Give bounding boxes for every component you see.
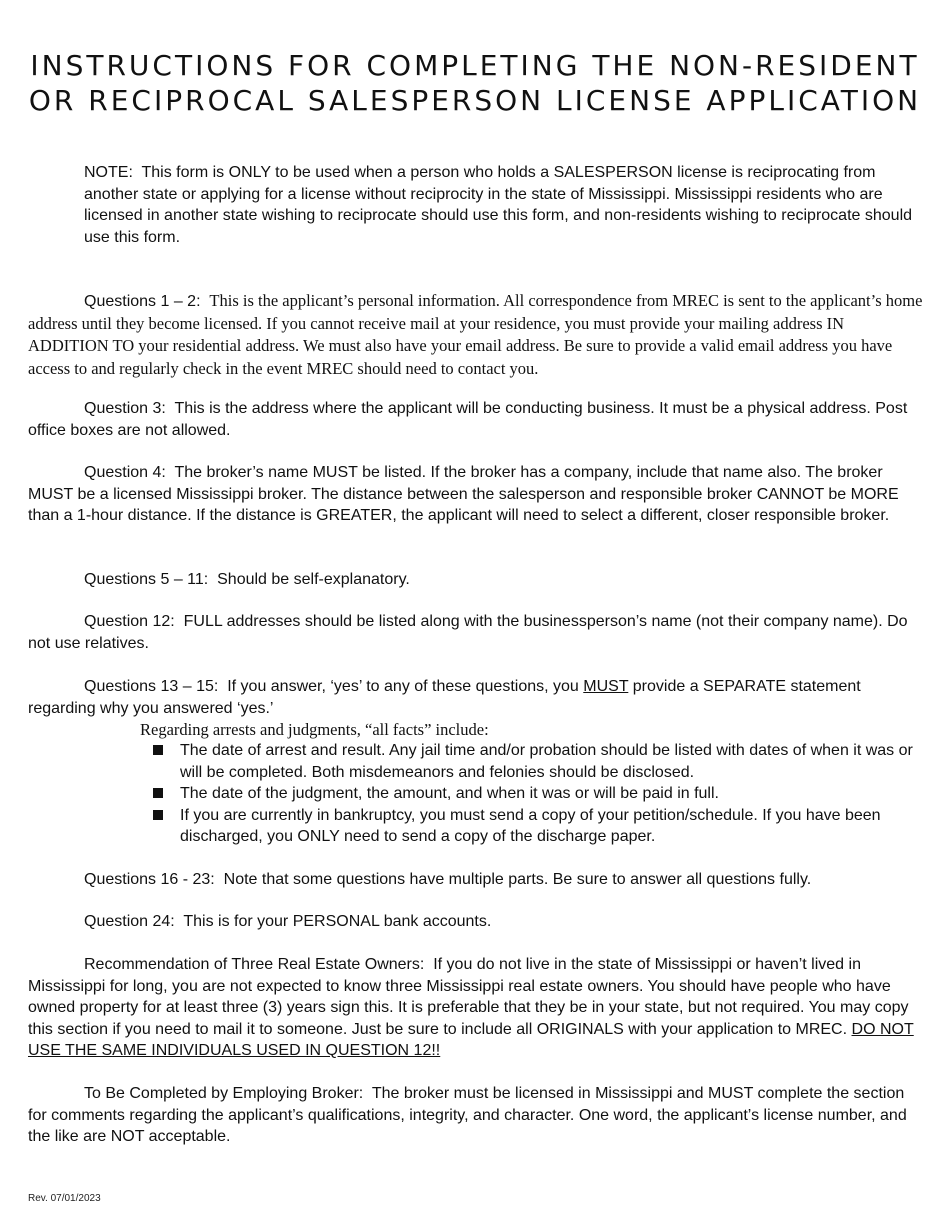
bullet-square-icon [153,788,163,798]
arrests-intro: Regarding arrests and judgments, “all facts” include: [140,720,489,739]
list-item: The date of the judgment, the amount, and when it was or will be paid in full. [150,783,920,805]
section-lead: Question 24: [84,913,175,930]
section-lead: Question 3: [84,400,166,417]
section-lead: To Be Completed by Employing Broker: [84,1085,364,1102]
note-label: NOTE: [84,164,133,181]
section-question-12 [28,611,924,654]
bullet-square-icon [153,745,163,755]
section-text: If you do not live in the state of Mississippi or haven’t lived in Mississippi for long, you are not expected to know three Mississippi real estate owners. You should have people who have owned property for at least three (3) years sign this. It is preferable that they be in your state, but not required. You may copy this section if you need to mail it to someone. Just be sure to include all ORIGINALS with your application to MREC. [28,956,909,1038]
section-text: Should be self-explanatory. [217,571,410,588]
section-text: The broker must be licensed in Mississippi and MUST complete the section for comments regarding the applicant’s qualifications, integrity, and character. One word, the applicant’s license number, and the like are NOT acceptable. [28,1085,907,1145]
section-lead: Question 4: [84,464,166,481]
revision-date: Rev. 07/01/2023 [28,1193,101,1204]
section-question-3 [28,398,924,441]
page-title [0,48,950,118]
note-paragraph [84,162,924,248]
section-text: This is the address where the applicant will be conducting business. It must be a physical address. Post office boxes are not allowed. [28,400,908,439]
facts-list [150,740,920,848]
section-employing-broker [28,1083,924,1148]
section-question-24 [28,911,924,933]
title-line-1: INSTRUCTIONS FOR COMPLETING THE NON-RESIDENT [30,49,920,82]
bullet-square-icon [153,810,163,820]
section-questions-1-2 [28,290,924,380]
section-questions-16-23 [28,869,924,891]
section-lead: Questions 13 – 15: [84,678,219,695]
list-item: If you are currently in bankruptcy, you must send a copy of your petition/schedule. If you have been discharged, you ONLY need to send a copy of the discharge paper. [150,805,920,848]
section-recommendation [28,954,924,1062]
section-lead: Question 12: [84,613,175,630]
list-item: The date of arrest and result. Any jail time and/or probation should be listed with dates of when it was or will be completed. Both misdemeanors and felonies should be disclosed. [150,740,920,783]
section-text-after: provide a SEPARATE statement regarding why you answered ‘yes.’ [28,678,861,717]
section-text: FULL addresses should be listed along with the businessperson’s name (not their company name). Do not use relatives. [28,613,908,652]
section-text: The broker’s name MUST be listed. If the broker has a company, include that name also. The broker MUST be a licensed Mississippi broker. The distance between the salesperson and responsible broker CANNOT be MORE than a 1-hour distance. If the distance is GREATER, the applicant will need to select a different, closer responsible broker. [28,464,899,524]
section-questions-5-11 [28,569,924,591]
section-question-4 [28,462,924,527]
section-emphasis: MUST [583,678,629,695]
note-text: This form is ONLY to be used when a person who holds a SALESPERSON license is reciprocating from another state or applying for a license without reciprocity in the state of Mississippi. Mississippi residents who are licensed in another state wishing to reciprocate should use this form, and non-residents wishing to reciprocate should use this form. [84,164,913,246]
section-lead: Questions 1 – 2: [84,293,201,310]
section-lead: Questions 16 - 23: [84,871,215,888]
section-lead: Questions 5 – 11: [84,571,209,588]
section-text: Note that some questions have multiple parts. Be sure to answer all questions fully. [223,871,812,888]
warning-text: DO NOT USE THE SAME INDIVIDUALS USED IN QUESTION 12!! [28,1020,914,1059]
section-text: This is for your PERSONAL bank accounts. [183,913,492,930]
title-line-2: OR RECIPROCAL SALESPERSON LICENSE APPLICATION [28,84,922,117]
section-text: This is the applicant’s personal information. All correspondence from MREC is sent to the applicant’s home address until they become licensed. If you cannot receive mail at your residence, you must provide your mailing address IN ADDITION TO your residential address. We must also have your email address. Be sure to provide a valid email address you have access to and regularly check in the event MREC should need to contact you. [28,291,923,378]
section-questions-13-15 [28,676,924,719]
section-lead: Recommendation of Three Real Estate Owners: [84,956,425,973]
section-text-before: If you answer, ‘yes’ to any of these questions, you [227,678,579,695]
